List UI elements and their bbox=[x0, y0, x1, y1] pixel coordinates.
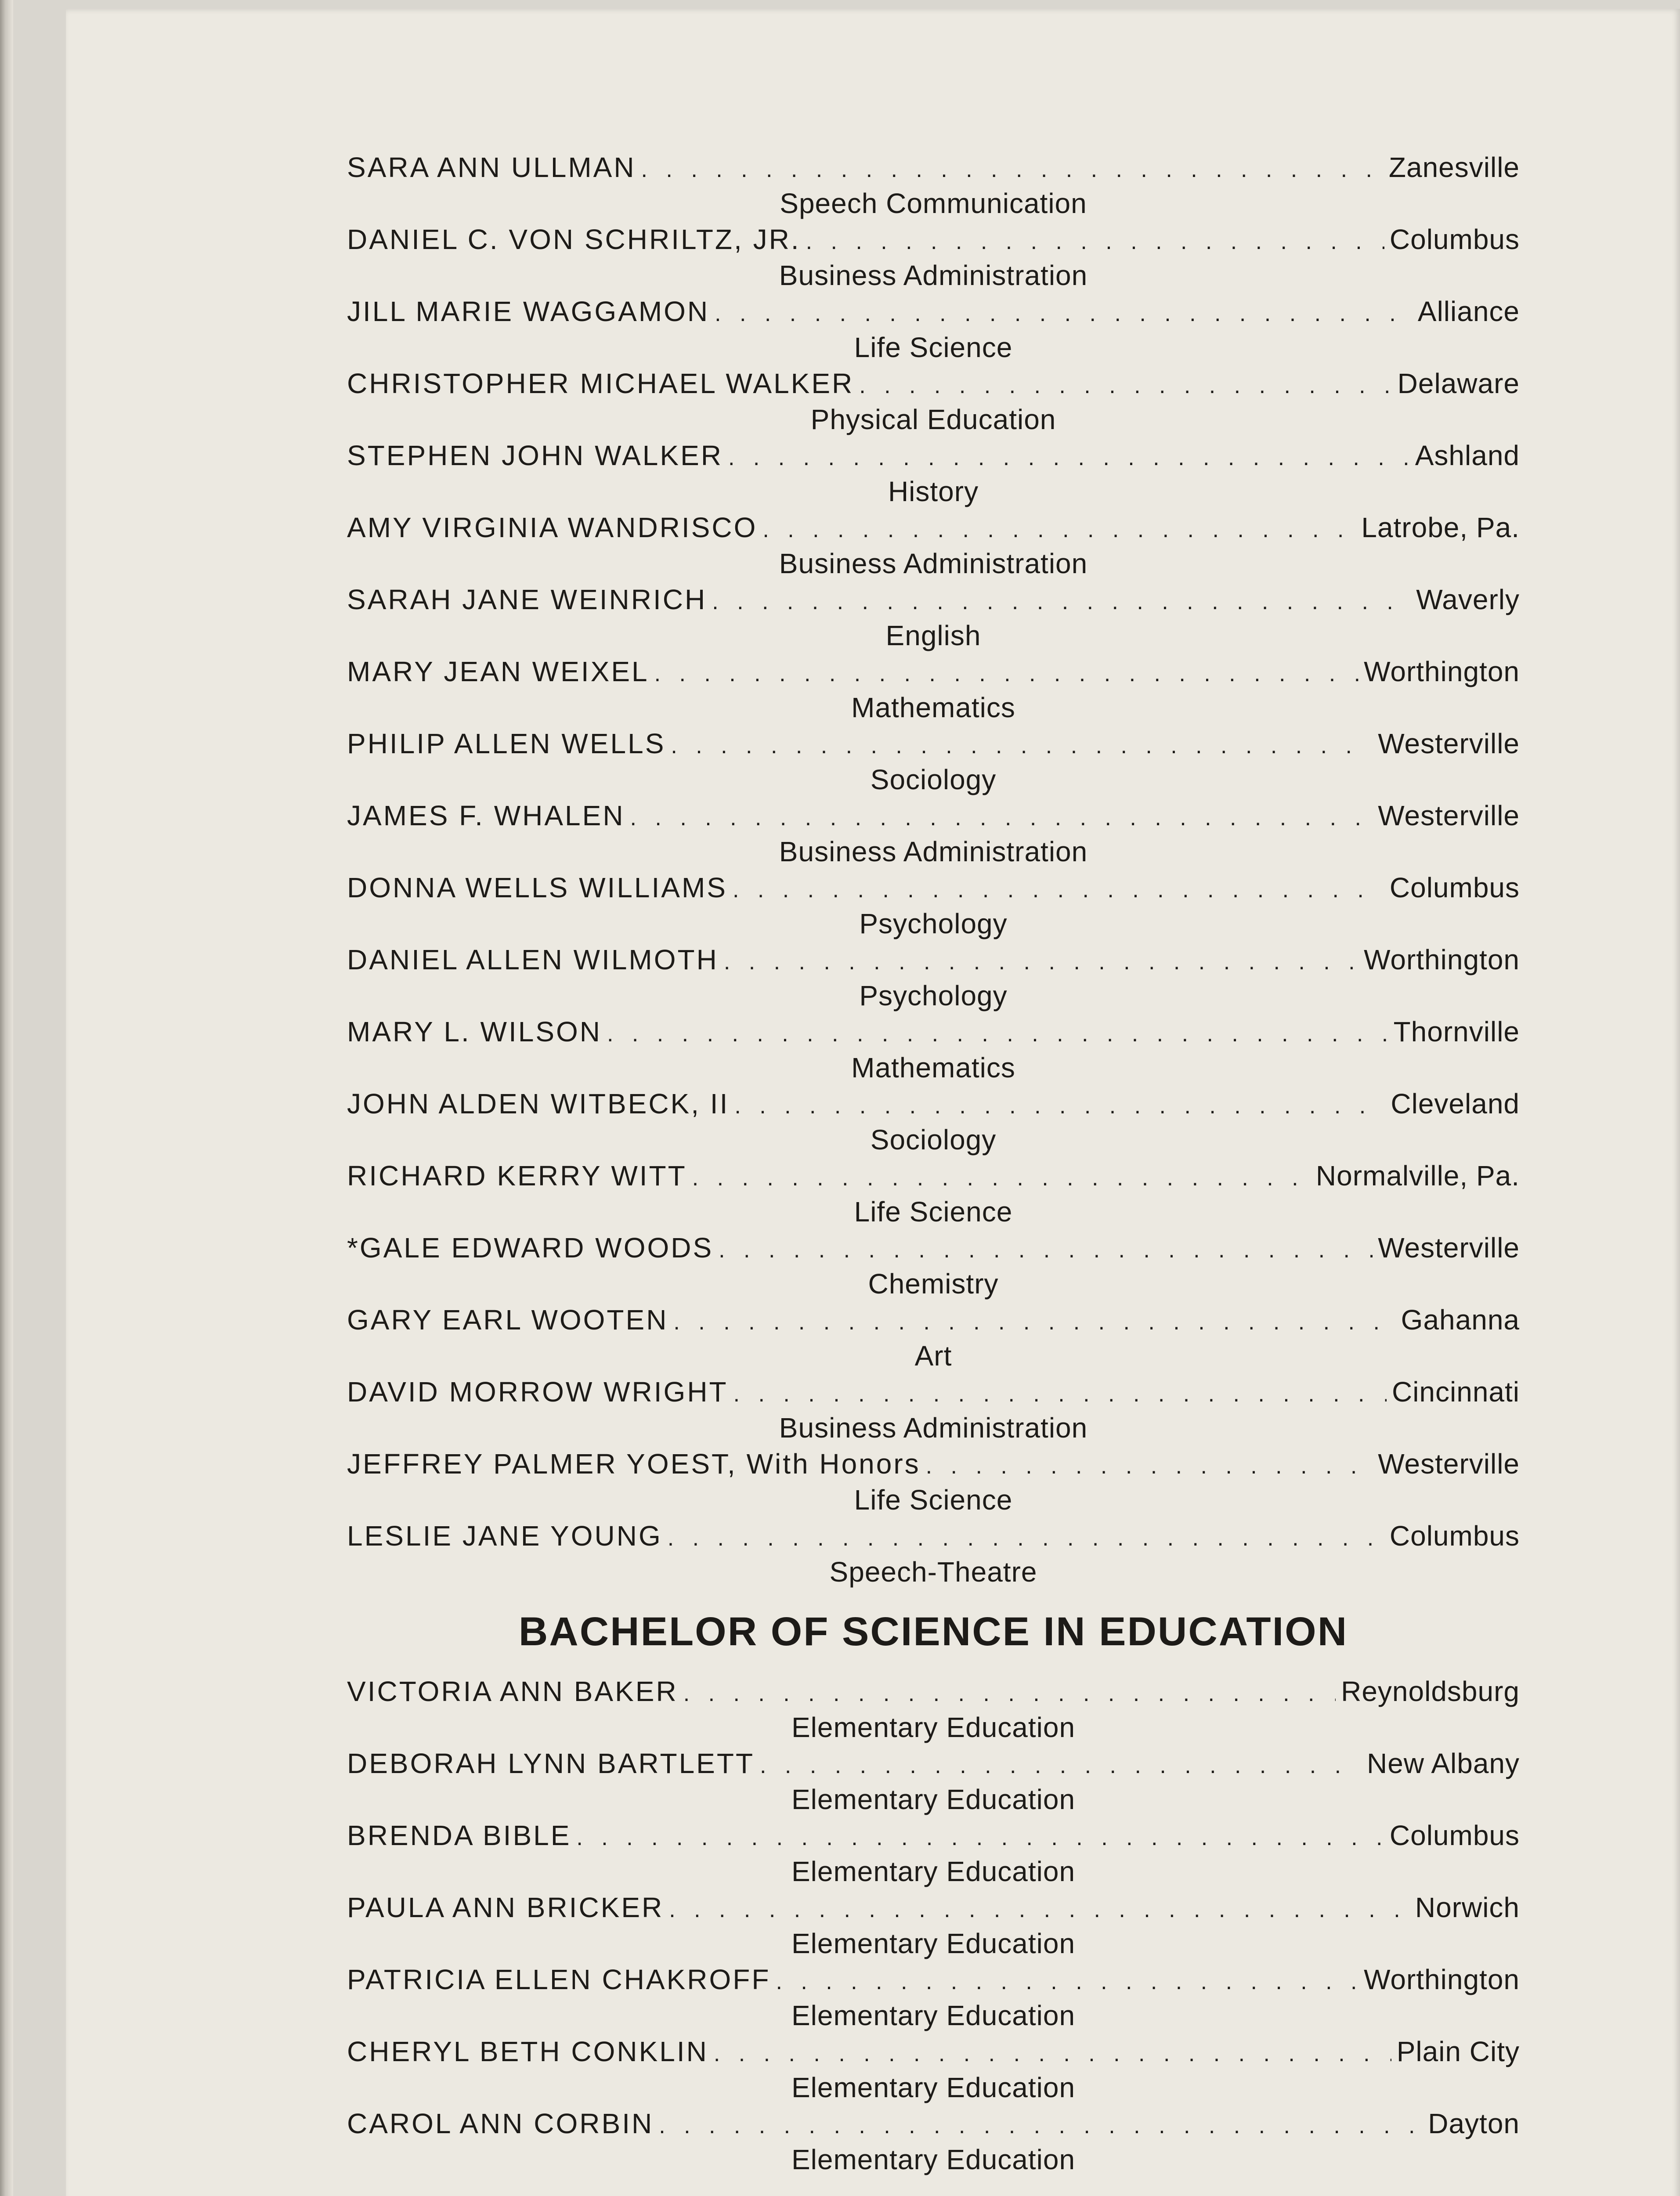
graduate-entry bbox=[347, 2106, 1520, 2178]
hometown: Worthington bbox=[1364, 944, 1520, 975]
hometown: Westerville bbox=[1378, 728, 1520, 759]
graduate-name: *GALE EDWARD WOODS bbox=[347, 1232, 714, 1264]
graduate-row bbox=[347, 1673, 1520, 1709]
graduate-entry bbox=[347, 870, 1520, 942]
hometown: Gahanna bbox=[1401, 1304, 1520, 1336]
graduate-name: BRENDA BIBLE bbox=[347, 1820, 571, 1851]
graduate-entry bbox=[347, 1374, 1520, 1446]
section-heading: BACHELOR OF SCIENCE IN EDUCATION bbox=[518, 1609, 1348, 1654]
graduate-entry bbox=[347, 509, 1520, 582]
graduate-entry bbox=[347, 1518, 1520, 1590]
hometown: Waverly bbox=[1416, 584, 1520, 615]
graduate-entry bbox=[347, 582, 1520, 654]
dot-leader bbox=[762, 512, 1356, 548]
dot-leader bbox=[806, 224, 1384, 260]
graduate-row bbox=[347, 798, 1520, 834]
graduate-name: CHERYL BETH CONKLIN bbox=[347, 2036, 708, 2067]
dot-leader bbox=[728, 440, 1410, 476]
graduate-entry bbox=[347, 221, 1520, 293]
major-field: Speech Communication bbox=[780, 188, 1087, 219]
hometown: Westerville bbox=[1378, 800, 1520, 831]
hometown: Dayton bbox=[1428, 2108, 1520, 2139]
graduate-name: PAULA ANN BRICKER bbox=[347, 1892, 664, 1923]
hometown: Columbus bbox=[1389, 1820, 1520, 1851]
dot-leader bbox=[734, 1088, 1385, 1124]
graduate-row bbox=[347, 509, 1520, 545]
major-field: Psychology bbox=[859, 908, 1008, 939]
hometown: Ashland bbox=[1415, 440, 1520, 471]
graduate-entry bbox=[347, 149, 1520, 221]
graduate-row bbox=[347, 1961, 1520, 1997]
graduate-name: DANIEL ALLEN WILMOTH bbox=[347, 944, 719, 975]
major-field: English bbox=[885, 620, 981, 651]
dot-leader bbox=[733, 1376, 1387, 1412]
dot-leader bbox=[715, 296, 1413, 332]
major-field: Physical Education bbox=[810, 404, 1056, 435]
hometown: Norwich bbox=[1415, 1892, 1520, 1923]
major-field: Life Science bbox=[854, 1196, 1013, 1228]
dot-leader bbox=[576, 1820, 1384, 1856]
graduate-name: RICHARD KERRY WITT bbox=[347, 1160, 687, 1192]
graduate-name: SARAH JANE WEINRICH bbox=[347, 584, 707, 615]
major-field: Mathematics bbox=[851, 692, 1015, 723]
major-field: Elementary Education bbox=[791, 2000, 1076, 2031]
dot-leader bbox=[654, 656, 1359, 692]
hometown: Plain City bbox=[1396, 2036, 1520, 2067]
graduate-row bbox=[347, 2033, 1520, 2070]
hometown: New Albany bbox=[1367, 1748, 1520, 1779]
hometown: Columbus bbox=[1389, 224, 1520, 255]
dot-leader bbox=[673, 1304, 1395, 1340]
dot-leader bbox=[714, 2036, 1391, 2072]
graduate-name: JAMES F. WHALEN bbox=[347, 800, 625, 831]
graduate-name: JILL MARIE WAGGAMON bbox=[347, 296, 710, 327]
hometown: Reynoldsburg bbox=[1341, 1676, 1520, 1707]
graduate-row bbox=[347, 2106, 1520, 2142]
dot-leader bbox=[692, 1160, 1311, 1196]
major-field: Speech-Theatre bbox=[829, 1556, 1037, 1588]
dot-leader bbox=[607, 1016, 1388, 1052]
hometown: Zanesville bbox=[1388, 152, 1520, 183]
major-field: Sociology bbox=[870, 1124, 997, 1156]
graduate-name: CAROL ANN CORBIN bbox=[347, 2108, 654, 2139]
graduate-row bbox=[347, 1158, 1520, 1194]
graduate-name: CHRISTOPHER MICHAEL WALKER bbox=[347, 368, 854, 399]
graduate-row bbox=[347, 1518, 1520, 1554]
graduate-row bbox=[347, 1014, 1520, 1050]
dot-leader bbox=[669, 1892, 1410, 1928]
graduate-entry bbox=[347, 293, 1520, 365]
graduate-row bbox=[347, 654, 1520, 690]
graduate-row bbox=[347, 582, 1520, 618]
graduate-row bbox=[347, 1302, 1520, 1338]
hometown: Westerville bbox=[1378, 1232, 1520, 1264]
major-field: Mathematics bbox=[851, 1052, 1015, 1084]
dot-leader bbox=[630, 800, 1373, 836]
graduate-entry bbox=[347, 1302, 1520, 1374]
dot-leader bbox=[859, 368, 1392, 404]
major-field: Art bbox=[914, 1340, 952, 1372]
program-page bbox=[66, 9, 1680, 2196]
graduate-name: JOHN ALDEN WITBECK, II bbox=[347, 1088, 730, 1120]
hometown: Latrobe, Pa. bbox=[1361, 512, 1520, 543]
major-field: Chemistry bbox=[868, 1268, 999, 1300]
graduate-row bbox=[347, 1889, 1520, 1925]
graduate-row bbox=[347, 1230, 1520, 1266]
dot-leader bbox=[733, 872, 1384, 908]
book-binding-edge bbox=[0, 0, 13, 2196]
hometown: Columbus bbox=[1389, 1520, 1520, 1552]
graduate-entry bbox=[347, 437, 1520, 509]
dot-leader bbox=[668, 1520, 1384, 1556]
graduate-row bbox=[347, 1086, 1520, 1122]
major-field: Business Administration bbox=[779, 548, 1088, 579]
graduate-entry bbox=[347, 726, 1520, 798]
major-field: Elementary Education bbox=[791, 1784, 1076, 1815]
hometown: Thornville bbox=[1393, 1016, 1520, 1047]
graduate-name: PHILIP ALLEN WELLS bbox=[347, 728, 666, 759]
graduate-entry bbox=[347, 942, 1520, 1014]
graduate-name: VICTORIA ANN BAKER bbox=[347, 1676, 678, 1707]
graduate-entry bbox=[347, 1817, 1520, 1889]
graduate-row bbox=[347, 942, 1520, 978]
graduate-entry bbox=[347, 1745, 1520, 1817]
dot-leader bbox=[926, 1448, 1373, 1484]
graduate-name: GARY EARL WOOTEN bbox=[347, 1304, 668, 1336]
graduate-name: SARA ANN ULLMAN bbox=[347, 152, 636, 183]
hometown: Columbus bbox=[1389, 872, 1520, 903]
major-field: Elementary Education bbox=[791, 1928, 1076, 1959]
graduate-row bbox=[347, 149, 1520, 185]
major-field: Psychology bbox=[859, 980, 1008, 1011]
graduate-entry bbox=[347, 1889, 1520, 1961]
dot-leader bbox=[683, 1676, 1336, 1712]
dot-leader bbox=[659, 2108, 1423, 2144]
dot-leader bbox=[719, 1232, 1373, 1268]
graduate-name: PATRICIA ELLEN CHAKROFF bbox=[347, 1964, 771, 1995]
graduate-row bbox=[347, 221, 1520, 257]
major-field: Elementary Education bbox=[791, 1856, 1076, 1887]
major-field: Elementary Education bbox=[791, 1712, 1076, 1743]
major-field: History bbox=[888, 476, 979, 507]
dot-leader bbox=[671, 728, 1373, 764]
dot-leader bbox=[712, 584, 1411, 620]
graduate-name: JEFFREY PALMER YOEST, With Honors bbox=[347, 1448, 921, 1480]
hometown: Alliance bbox=[1417, 296, 1520, 327]
graduate-row bbox=[347, 293, 1520, 329]
graduate-name: DEBORAH LYNN BARTLETT bbox=[347, 1748, 755, 1779]
hometown: Delaware bbox=[1397, 368, 1520, 399]
graduate-row bbox=[347, 1745, 1520, 1781]
dot-leader bbox=[641, 152, 1384, 188]
major-field: Elementary Education bbox=[791, 2144, 1076, 2175]
graduate-name: STEPHEN JOHN WALKER bbox=[347, 440, 723, 471]
graduate-entry bbox=[347, 1230, 1520, 1302]
graduate-name: AMY VIRGINIA WANDRISCO bbox=[347, 512, 758, 543]
dot-leader bbox=[760, 1748, 1362, 1784]
graduate-name: DANIEL C. VON SCHRILTZ, JR. bbox=[347, 224, 801, 255]
hometown: Normalville, Pa. bbox=[1315, 1160, 1520, 1192]
major-field: Business Administration bbox=[779, 836, 1088, 867]
graduate-entry bbox=[347, 1961, 1520, 2033]
graduate-row bbox=[347, 1446, 1520, 1482]
graduate-name: MARY JEAN WEIXEL bbox=[347, 656, 649, 687]
major-field: Business Administration bbox=[779, 260, 1088, 291]
major-field: Life Science bbox=[854, 1484, 1013, 1516]
graduate-row bbox=[347, 1817, 1520, 1853]
graduate-entry bbox=[347, 1446, 1520, 1518]
hometown: Worthington bbox=[1364, 656, 1520, 687]
graduate-row bbox=[347, 1374, 1520, 1410]
graduate-entry bbox=[347, 365, 1520, 437]
graduate-row bbox=[347, 437, 1520, 473]
dot-leader bbox=[724, 944, 1358, 980]
graduate-row bbox=[347, 870, 1520, 906]
graduate-row bbox=[347, 726, 1520, 762]
graduate-entry bbox=[347, 1014, 1520, 1086]
graduate-entry bbox=[347, 1158, 1520, 1230]
hometown: Westerville bbox=[1378, 1448, 1520, 1480]
graduate-entry bbox=[347, 2033, 1520, 2106]
graduate-entry bbox=[347, 798, 1520, 870]
graduate-name: DAVID MORROW WRIGHT bbox=[347, 1376, 728, 1408]
dot-leader bbox=[776, 1964, 1358, 2000]
graduate-name: MARY L. WILSON bbox=[347, 1016, 602, 1047]
graduate-row bbox=[347, 365, 1520, 401]
major-field: Life Science bbox=[854, 332, 1013, 363]
graduate-name: LESLIE JANE YOUNG bbox=[347, 1520, 662, 1552]
education-entries bbox=[347, 1673, 1520, 2178]
major-field: Sociology bbox=[870, 764, 997, 795]
major-field: Business Administration bbox=[779, 1412, 1088, 1444]
hometown: Worthington bbox=[1364, 1964, 1520, 1995]
major-field: Elementary Education bbox=[791, 2072, 1076, 2103]
graduate-entry bbox=[347, 654, 1520, 726]
graduate-list bbox=[347, 149, 1520, 2178]
graduate-entry bbox=[347, 1673, 1520, 1745]
graduate-entry bbox=[347, 1086, 1520, 1158]
hometown: Cleveland bbox=[1391, 1088, 1520, 1120]
graduate-name: DONNA WELLS WILLIAMS bbox=[347, 872, 727, 903]
hometown: Cincinnati bbox=[1391, 1376, 1520, 1408]
bachelor-arts-entries bbox=[347, 149, 1520, 1590]
